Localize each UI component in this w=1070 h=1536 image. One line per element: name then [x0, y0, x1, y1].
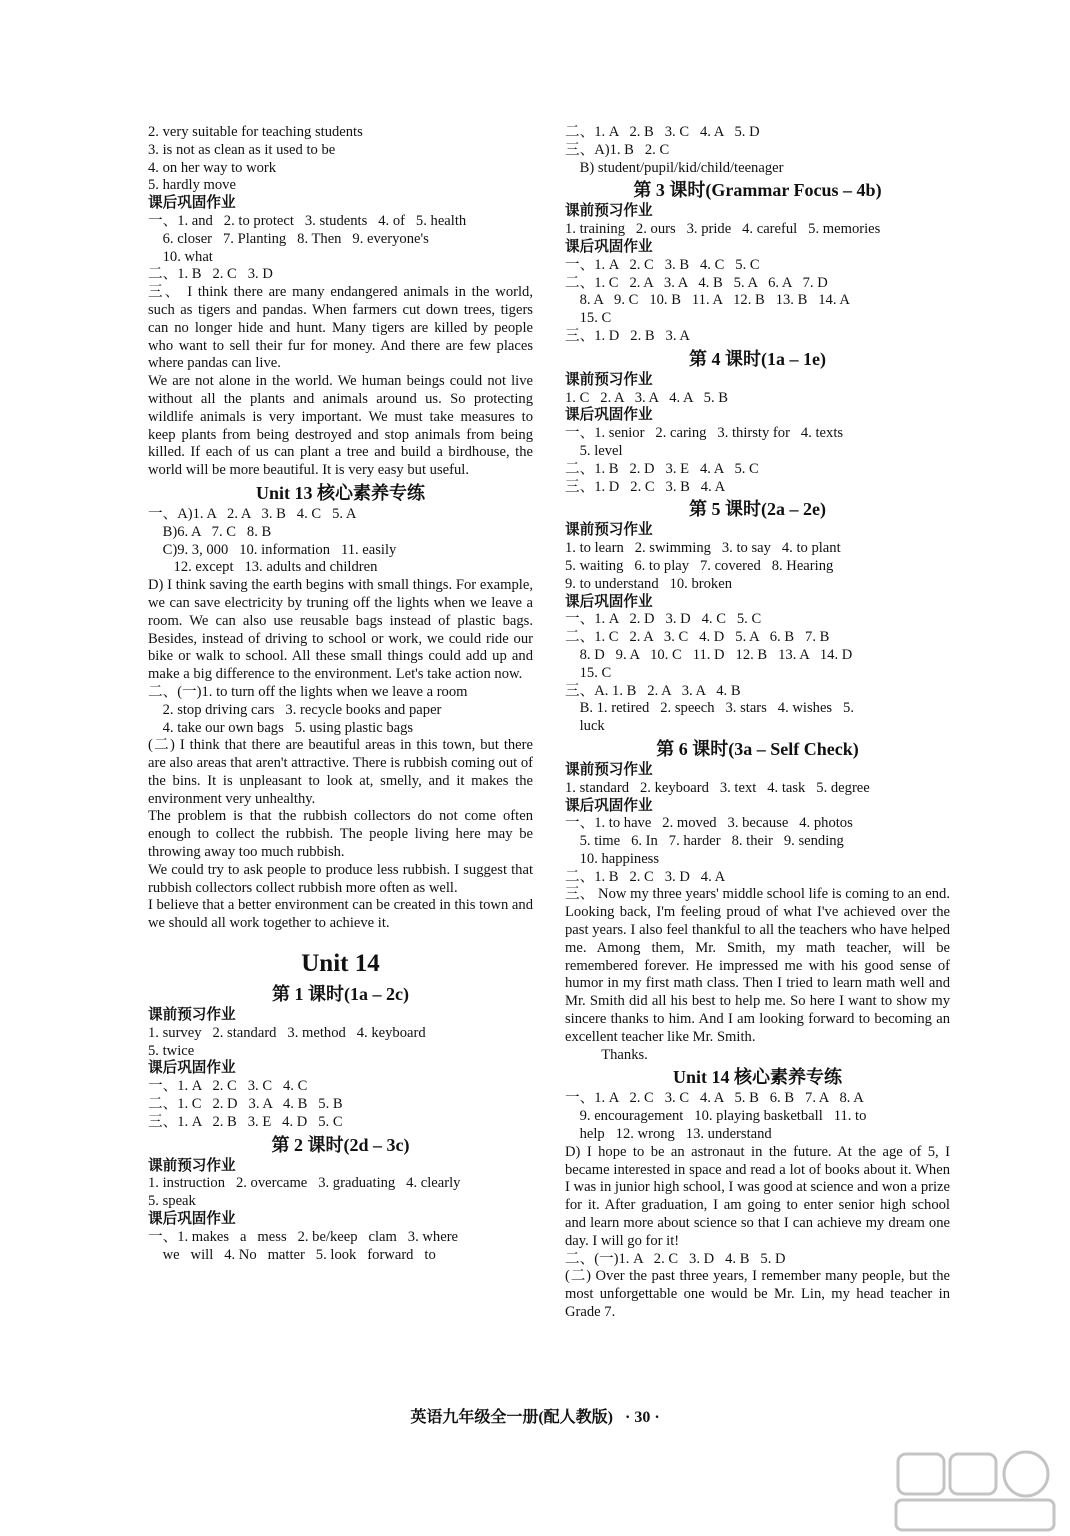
- answer-line: we will 4. No matter 5. look forward to: [148, 1246, 436, 1263]
- homework-label: 课前预习作业: [148, 1007, 236, 1024]
- answer-line: 1. to learn 2. swimming 3. to say 4. to plant: [565, 540, 841, 557]
- answer-line: Thanks.: [565, 1046, 648, 1063]
- answer-line: 二、1. A 2. B 3. C 4. A 5. D: [565, 124, 760, 140]
- answer-line: 一、1. A 2. D 3. D 4. C 5. C: [565, 611, 762, 628]
- essay-paragraph: We could try to ask people to produce less rubbish. I suggest that rubbish collectors collect rubbish more often as well.: [148, 861, 533, 896]
- homework-label: 课前预习作业: [565, 522, 653, 539]
- answer-line: 二、1. B 2. D 3. E 4. A 5. C: [565, 460, 759, 477]
- answer-line: 9. encouragement 10. playing basketball 11. to: [565, 1108, 867, 1125]
- essay-paragraph: We are not alone in the world. We human beings could not live without all the plants and animals around us. So protecting wildlife animals is very important. We must take measures to keep plants from being destroyed and stop animals from being killed. If each of us can plant a tree and build a birdhouse, the world will be more beautiful. It is very easy but useful.: [148, 373, 533, 479]
- answer-line: 2. stop driving cars 3. recycle books and paper: [148, 701, 442, 718]
- answer-line: 二、1. C 2. A 3. C 4. D 5. A 6. B 7. B: [565, 629, 830, 646]
- answer-line: 5. time 6. In 7. harder 8. their 9. sending: [565, 833, 844, 850]
- answer-line: help 12. wrong 13. understand: [565, 1126, 772, 1143]
- essay-paragraph: I believe that a better environment can be created in this town and we should all work together to achieve it.: [148, 897, 533, 932]
- answer-line: 三、A)1. B 2. C: [565, 141, 670, 158]
- page-footer: 英语九年级全一册(配人教版) · 30 ·: [410, 1409, 660, 1426]
- essay-paragraph: 三、 Now my three years' middle school life is coming to an end. Looking back, I'm feeling proud of what I've achieved over the past years. I also feel thankful to all the teachers who have helped me. Among them, Mr. Smith, my math teacher, will be remembered forever. He impressed me with his good sense of humor in my first math class. Then I tried to learn math well and Mr. Smith did all his best to help me. So here I want to show my sincere thanks to him. And I am looking forward to becoming an excellent teacher like Mr. Smith.: [565, 886, 950, 1045]
- watermark-logo: [890, 1448, 1060, 1534]
- homework-label: 课前预习作业: [148, 1157, 236, 1174]
- answer-line: 一、1. to have 2. moved 3. because 4. photos: [565, 815, 853, 832]
- answer-line: 3. is not as clean as it used to be: [148, 141, 336, 158]
- answer-line: 10. what: [148, 248, 213, 265]
- answer-line: 二、1. C 2. D 3. A 4. B 5. B: [148, 1096, 343, 1113]
- answer-line: 一、A)1. A 2. A 3. B 4. C 5. A: [148, 505, 357, 522]
- answer-line: 三、1. D 2. B 3. A: [565, 327, 690, 344]
- answer-line: 一、1. and 2. to protect 3. students 4. of 5. health: [148, 212, 467, 229]
- answer-line: 5. level: [565, 442, 623, 459]
- answer-line: 10. happiness: [565, 850, 660, 867]
- answer-line: 一、1. makes a mess 2. be/keep clam 3. where: [148, 1228, 459, 1245]
- left-column: [148, 124, 533, 1264]
- answer-line: 9. to understand 10. broken: [565, 575, 732, 592]
- homework-label: 课前预习作业: [565, 761, 653, 778]
- answer-line: 15. C: [565, 664, 612, 681]
- answer-line: 5. speak: [148, 1193, 196, 1210]
- answer-line: 1. survey 2. standard 3. method 4. keyboard: [148, 1024, 426, 1041]
- homework-label: 课后巩固作业: [148, 1211, 236, 1228]
- section-heading: Unit 14 核心素养专练: [672, 1067, 842, 1088]
- section-heading: Unit 13 核心素养专练: [255, 482, 425, 503]
- section-heading: 第 3 课时(Grammar Focus – 4b): [633, 180, 882, 201]
- unit-title: Unit 14: [301, 950, 380, 978]
- essay-paragraph: 三、 I think there are many endangered animals in the world, such as tigers and pandas. When farmers cut down trees, tigers can no longer hide and hunt. Many tigers are killed by people who want to sell their fur for money. And there are few places where pandas can live.: [148, 284, 533, 372]
- homework-label: 课后巩固作业: [148, 195, 236, 212]
- homework-label: 课前预习作业: [565, 371, 653, 388]
- answer-line: 1. standard 2. keyboard 3. text 4. task 5. degree: [565, 779, 870, 796]
- answer-line: 二、1. B 2. C 3. D: [148, 266, 273, 283]
- answer-line: B)6. A 7. C 8. B: [148, 523, 272, 540]
- answer-line: 1. instruction 2. overcame 3. graduating 4. clearly: [148, 1175, 461, 1192]
- essay-paragraph: D) I think saving the earth begins with small things. For example, we can save electricity by truning off the lights when we leave a room. We can also use reusable bags instead of plastic bags. Besides, instead of driving to school or work, we could ride our bike or walk to school. All these small things could add up and make a big difference to the environment. Let's take action now.: [148, 577, 533, 683]
- essay-paragraph: (二) I think that there are beautiful areas in this town, but there are also areas that aren't attractive. There is rubbish coming out of the bins. It is unpleasant to look at, smelly, and it makes the environment very unhealthy.: [148, 737, 533, 807]
- answer-line: B) student/pupil/kid/child/teenager: [565, 159, 784, 176]
- answer-line: B. 1. retired 2. speech 3. stars 4. wishes 5.: [565, 700, 854, 717]
- answer-line: 1. C 2. A 3. A 4. A 5. B: [565, 389, 729, 406]
- homework-label: 课后巩固作业: [565, 797, 653, 814]
- answer-line: 5. waiting 6. to play 7. covered 8. Hearing: [565, 557, 834, 574]
- answer-line: 6. closer 7. Planting 8. Then 9. everyone's: [148, 230, 429, 247]
- answer-line: 12. except 13. adults and children: [148, 559, 378, 576]
- section-heading: 第 6 课时(3a – Self Check): [656, 738, 859, 759]
- answer-line: 一、1. senior 2. caring 3. thirsty for 4. texts: [565, 425, 844, 442]
- answer-line: C)9. 3, 000 10. information 11. easily: [148, 541, 397, 558]
- homework-label: 课后巩固作业: [148, 1060, 236, 1077]
- essay-paragraph: The problem is that the rubbish collectors do not come often enough to collect the rubbish. The people living here may be throwing away too much rubbish.: [148, 808, 533, 861]
- essay-paragraph: D) I hope to be an astronaut in the future. At the age of 5, I became interested in space and read a lot of books about it. When I was in junior high school, I was good at science and won a prize for it. After graduation, I am going to enter senior high school and learn more about science so that I can achieve my dream one day. I will go for it!: [565, 1143, 950, 1249]
- answer-line: 三、1. A 2. B 3. E 4. D 5. C: [148, 1113, 343, 1130]
- homework-label: 课后巩固作业: [565, 238, 653, 255]
- answer-line: 1. training 2. ours 3. pride 4. careful 5. memories: [565, 221, 881, 238]
- answer-line: 三、1. D 2. C 3. B 4. A: [565, 478, 726, 495]
- answer-line: 二、1. B 2. C 3. D 4. A: [565, 868, 726, 885]
- answer-line: 8. D 9. A 10. C 11. D 12. B 13. A 14. D: [565, 646, 853, 663]
- answer-line: 4. take our own bags 5. using plastic bags: [148, 719, 414, 736]
- section-heading: 第 2 课时(2d – 3c): [271, 1134, 410, 1155]
- section-heading: 第 4 课时(1a – 1e): [689, 348, 826, 369]
- homework-label: 课后巩固作业: [565, 593, 653, 610]
- answer-line: 二、(一)1. A 2. C 3. D 4. B 5. D: [565, 1250, 786, 1267]
- answer-line: 二、1. C 2. A 3. A 4. B 5. A 6. A 7. D: [565, 274, 828, 291]
- essay-paragraph: (二) Over the past three years, I remember many people, but the most unforgettable one would be Mr. Lin, my head teacher in Grade 7.: [565, 1268, 950, 1321]
- answer-line: 一、1. A 2. C 3. C 4. A 5. B 6. B 7. A 8. A: [565, 1090, 864, 1107]
- answer-line: 二、(一)1. to turn off the lights when we leave a room: [148, 683, 468, 700]
- answer-line: 一、1. A 2. C 3. C 4. C: [148, 1078, 308, 1095]
- answer-line: 一、1. A 2. C 3. B 4. C 5. C: [565, 256, 760, 273]
- section-heading: 第 5 课时(2a – 2e): [689, 499, 826, 520]
- section-heading: 第 1 课时(1a – 2c): [272, 984, 409, 1005]
- answer-line: 8. A 9. C 10. B 11. A 12. B 13. B 14. A: [565, 292, 850, 309]
- answer-line: 4. on her way to work: [148, 159, 277, 176]
- answer-line: 三、A. 1. B 2. A 3. A 4. B: [565, 682, 741, 699]
- answer-line: 5. hardly move: [148, 177, 236, 194]
- answer-line: 2. very suitable for teaching students: [148, 124, 363, 140]
- homework-label: 课后巩固作业: [565, 407, 653, 424]
- right-column: [565, 124, 950, 1322]
- answer-line: 5. twice: [148, 1042, 195, 1059]
- homework-label: 课前预习作业: [565, 203, 653, 220]
- answer-line: luck: [565, 718, 605, 735]
- answer-line: 15. C: [565, 310, 612, 327]
